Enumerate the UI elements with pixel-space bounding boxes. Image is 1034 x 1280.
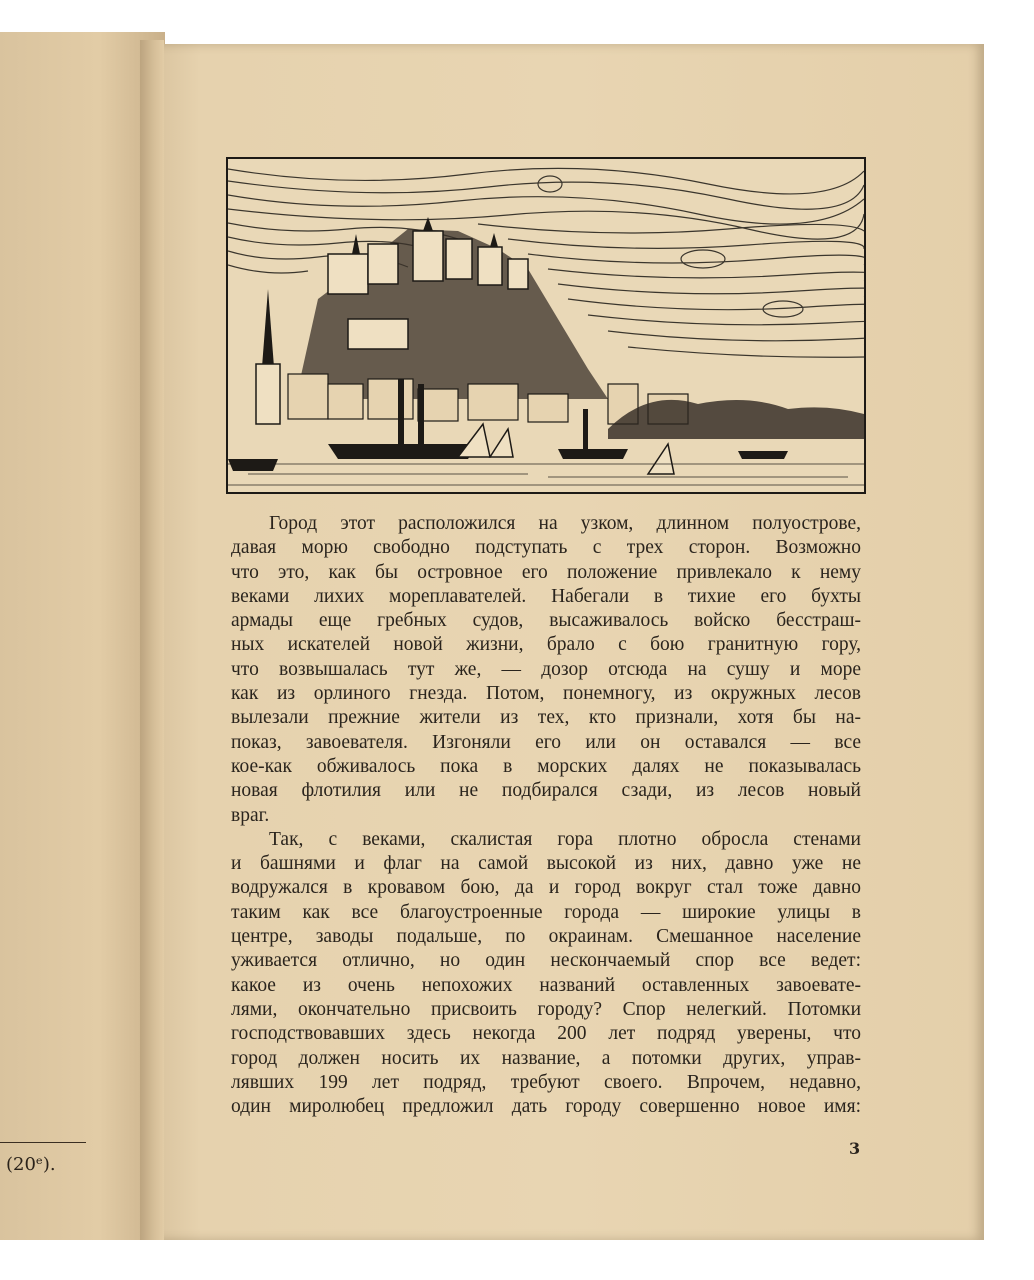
text-line: веками лихих мореплавателей. Набегали в тихие его бухты bbox=[231, 585, 861, 607]
text-line: один миролюбец предложил дать городу совершенно новое имя: bbox=[231, 1096, 861, 1118]
harbor-town-engraving-icon bbox=[226, 157, 866, 494]
text-line: как из орлиного гнезда. Потом, понемногу, из окружных лесов bbox=[231, 683, 861, 705]
text-line: показ, завоевателя. Изгоняли его или он оставался — все bbox=[231, 731, 861, 753]
paragraph-2 bbox=[231, 828, 861, 1120]
text-line: город должен носить их название, а потомки других, управ- bbox=[231, 1047, 861, 1069]
text-line: что возвышалась тут же, — дозор отсюда на сушу и море bbox=[231, 658, 861, 680]
text-line: лявших 199 лет подряд, требуют своего. Впрочем, недавно, bbox=[231, 1071, 861, 1093]
text-line: армады еще гребных судов, высаживалось войско бесстраш- bbox=[231, 610, 861, 632]
text-line: водружался в кровавом бою, да и город вокруг стал тоже давно bbox=[231, 877, 861, 899]
text-line: таким как все благоустроенные города — широкие улицы в bbox=[231, 901, 861, 923]
book-gutter bbox=[140, 40, 164, 1240]
text-line: давая морю свободно подступать с трех сторон. Возможно bbox=[231, 537, 861, 559]
page-number: 3 bbox=[849, 1139, 861, 1158]
text-line: Город этот расположился на узком, длинном полуострове, bbox=[269, 513, 861, 534]
text-line: новая флотилия или не подбирался сзади, из лесов новый bbox=[231, 780, 861, 802]
footnote-text: (20ᵉ). bbox=[6, 1154, 56, 1175]
body-text bbox=[231, 512, 861, 1119]
text-line: и башнями и флаг на самой высокой из них, давно уже не bbox=[231, 853, 861, 875]
text-line: враг. bbox=[231, 804, 270, 826]
text-line: какое из очень непохожих названий оставленных завоевате- bbox=[231, 974, 861, 996]
text-line: что это, как бы островное его положение привлекало к нему bbox=[231, 561, 861, 583]
paragraph-1 bbox=[231, 512, 861, 828]
text-line: кое-как обживалось пока в морских далях не показывалась bbox=[231, 755, 861, 777]
text-line: господствовавших здесь некогда 200 лет подряд уверены, что bbox=[231, 1023, 861, 1045]
text-line: лями, окончательно присвоить городу? Спор нелегкий. Потомки bbox=[231, 998, 861, 1020]
footnote-rule bbox=[0, 1142, 86, 1143]
text-line: Так, с веками, скалистая гора плотно обросла стенами bbox=[269, 828, 861, 850]
text-line: уживается отлично, но один нескончаемый спор все ведет: bbox=[231, 950, 861, 972]
text-line: центре, заводы подальше, по окраинам. Смешанное население bbox=[231, 926, 861, 948]
text-line: ных искателей новой жизни, брало с бою гранитную гору, bbox=[231, 634, 861, 656]
text-line: вылезали прежние жители из тех, кто признали, хотя бы на- bbox=[231, 707, 861, 729]
